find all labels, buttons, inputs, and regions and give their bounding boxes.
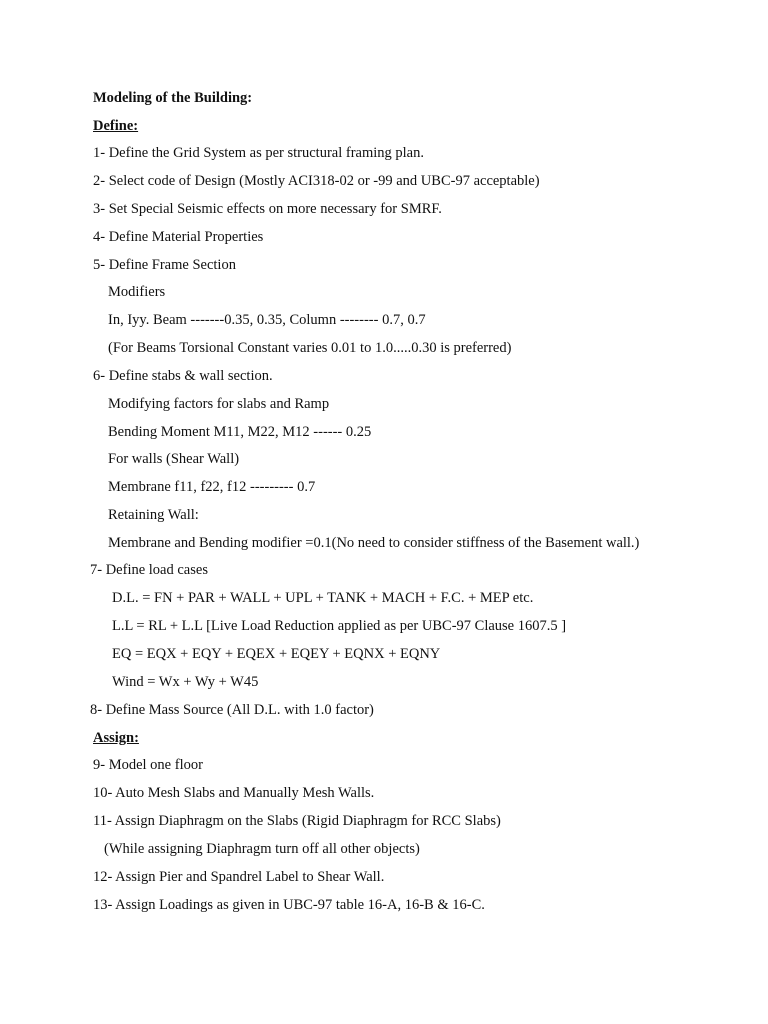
list-item: In, Iyy. Beam -------0.35, 0.35, Column -------- 0.7, 0.7 (108, 312, 426, 328)
list-item: (While assigning Diaphragm turn off all other objects) (104, 841, 420, 857)
list-item: 2- Select code of Design (Mostly ACI318-02 or -99 and UBC-97 acceptable) (93, 173, 540, 189)
list-item: 11- Assign Diaphragm on the Slabs (Rigid Diaphragm for RCC Slabs) (93, 813, 501, 829)
list-item: 6- Define stabs & wall section. (93, 368, 273, 384)
list-item: For walls (Shear Wall) (108, 451, 240, 467)
list-item: (For Beams Torsional Constant varies 0.01 to 1.0.....0.30 is preferred) (108, 340, 512, 356)
list-item: 1- Define the Grid System as per structural framing plan. (93, 145, 424, 161)
list-item: Retaining Wall: (108, 507, 199, 523)
list-item: D.L. = FN + PAR + WALL + UPL + TANK + MACH + F.C. + MEP etc. (112, 590, 534, 606)
section-heading-assign: Assign: (93, 730, 139, 746)
list-item: Membrane f11, f22, f12 --------- 0.7 (108, 479, 316, 495)
list-item: 7- Define load cases (90, 562, 208, 578)
list-item: 3- Set Special Seismic effects on more necessary for SMRF. (93, 201, 442, 217)
list-item: Membrane and Bending modifier =0.1(No need to consider stiffness of the Basement wall.) (108, 535, 640, 551)
list-item: 12- Assign Pier and Spandrel Label to Shear Wall. (93, 869, 385, 885)
list-item: Modifying factors for slabs and Ramp (108, 396, 330, 412)
list-item: 9- Model one floor (93, 757, 203, 773)
document-title: Modeling of the Building: (93, 90, 253, 106)
list-item: 10- Auto Mesh Slabs and Manually Mesh Walls. (93, 785, 375, 801)
list-item: 13- Assign Loadings as given in UBC-97 table 16-A, 16-B & 16-C. (93, 897, 485, 913)
list-item: 8- Define Mass Source (All D.L. with 1.0 factor) (90, 702, 374, 718)
list-item: L.L = RL + L.L [Live Load Reduction applied as per UBC-97 Clause 1607.5 ] (112, 618, 567, 634)
list-item: Wind = Wx + Wy + W45 (112, 674, 259, 690)
section-heading-define: Define: (93, 118, 139, 134)
list-item: Modifiers (108, 284, 166, 300)
list-item: Bending Moment M11, M22, M12 ------ 0.25 (108, 424, 372, 440)
list-item: 4- Define Material Properties (93, 229, 264, 245)
list-item: 5- Define Frame Section (93, 257, 236, 273)
list-item: EQ = EQX + EQY + EQEX + EQEY + EQNX + EQNY (112, 646, 441, 662)
